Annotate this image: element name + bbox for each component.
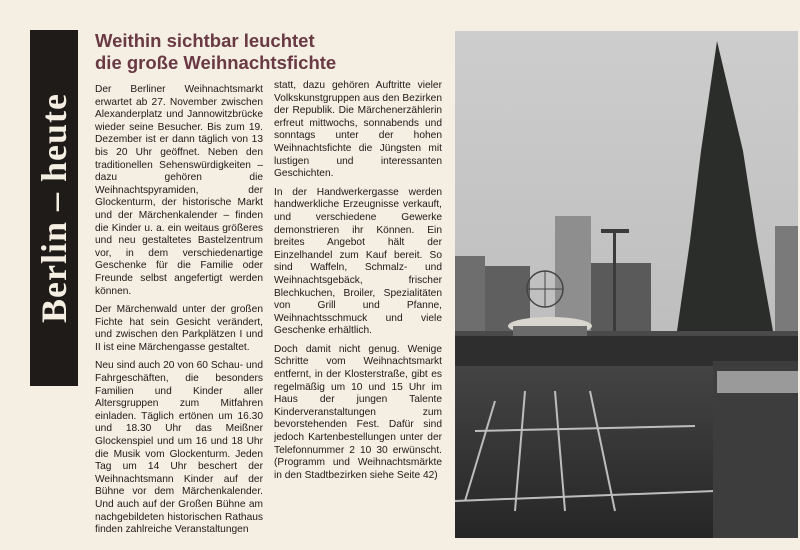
headline-line-2: die große Weihnachtsfichte (95, 52, 337, 73)
building (455, 256, 485, 336)
building (775, 226, 798, 336)
paragraph: statt, dazu gehören Auftritte vieler Volkskunstgruppen aus den Bezirken der Republik. Die Märchenerzählerin erfreut mittwochs, sonnabends und sonntags unter der hohen Weihnachtsfichte die Jüngsten mit lustigen und interessanten Geschichten. (274, 80, 442, 180)
paragraph: Der Berliner Weihnachtsmarkt erwartet ab 27. November zwischen Alexanderplatz und Jannowitzbrücke wieder seine Besucher. Bis zum 19. Dezember ist er dann täglich von 13 bis 20 Uhr geöffnet. Neben den traditionellen Sehenswürdigkeiten – dazu gehören die Weihnachtspyramiden, der Glockenturm, der historische Markt und der Märchenkalender – finden die Kinder u. a. ein weitaus größeres und neu gestaltetes Bastelzentrum vor, in dem verschiedenartige Geschenke für die Familie oder Freunde selbst angefertigt werden können. (95, 84, 263, 297)
headline-line-1: Weithin sichtbar leuchtet (95, 30, 315, 51)
street-lamp (613, 231, 616, 331)
article-headline (95, 30, 445, 74)
paragraph: Doch damit nicht genug. Wenige Schritte vom Weihnachtsmarkt entfernt, in der Klosterstraße, gibt es regelmäßig um 10 und 15 Uhr im Haus der jungen Talente Kinderveranstaltungen zum bevorstehenden Fest. Dafür sind jedoch Kartenbestellungen unter der Telefonnummer 2 10 30 erwünscht. (Programm und Weihnachtsmärkte in den Stadtbezirken siehe Seite 42) (274, 343, 442, 481)
section-sidebar (30, 30, 78, 386)
article-column-2 (274, 80, 442, 490)
photo-illustration (455, 31, 798, 538)
section-title: Berlin – heute (34, 93, 74, 323)
paragraph: Der Märchenwald unter der großen Fichte hat sein Gesicht verändert, und zwischen den Parkplätzen I und II ist eine Märchengasse gestaltet. (95, 304, 263, 353)
paragraph: In der Handwerkergasse werden handwerkliche Erzeugnisse verkauft, und verschiedene Gewerke demonstrieren ihr Können. Ein breites Angebot hält der Einzelhandel zum Kauf bereit. So sind Waffeln, Schmalz- und Weihnachtsgebäck, frischer Blechkuchen, Broiler, Spezialitäten von Grill und Pfanne, Weihnachtsschmuck und viele Geschenke erhältlich. (274, 186, 442, 337)
building (591, 263, 651, 336)
paragraph: Neu sind auch 20 von 60 Schau- und Fahrgeschäften, die besonders Familien und Kinder aller Altersgruppen zum Mitfahren einladen. Täglich ertönen um 16.30 und 18.30 Uhr das Meißner Glockenspiel und um 16 und 18 Uhr die Musik vom Glockenturm. Jeden Tag um 14 Uhr beschert der Weihnachtsmann Kinder auf der Bühne vor dem Märchenkalender. Und auch auf der Großen Bühne am nachgebildeten historischen Rathaus finden zahlreiche Veranstaltungen (95, 360, 263, 536)
christmas-market-photo (455, 31, 798, 538)
article-column-1 (95, 84, 263, 540)
